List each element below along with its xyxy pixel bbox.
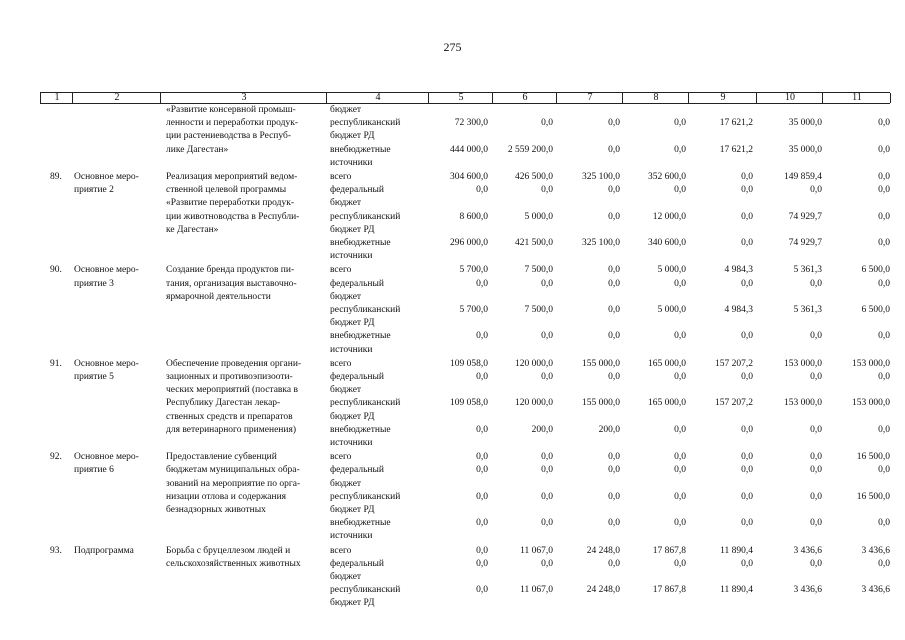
value-cell: 0,0 bbox=[878, 518, 890, 529]
funding-source: бюджет bbox=[330, 291, 362, 302]
funding-source: бюджет РД bbox=[330, 224, 375, 235]
value-cell: 0,0 bbox=[674, 144, 686, 155]
value-cell: 153 000,0 bbox=[784, 358, 822, 369]
header-cell: 8 bbox=[622, 93, 689, 103]
row-type: Основное меро- bbox=[74, 172, 139, 182]
row-number: 91. bbox=[50, 358, 62, 369]
value-cell: 0,0 bbox=[741, 465, 753, 476]
value-cell: 5 700,0 bbox=[459, 305, 488, 315]
value-cell: 0,0 bbox=[810, 452, 822, 463]
value-cell: 0,0 bbox=[741, 211, 753, 222]
row-description: ке Дагестан» bbox=[166, 224, 219, 235]
funding-source: бюджет РД bbox=[330, 505, 375, 515]
value-cell: 35 000,0 bbox=[788, 118, 822, 129]
value-cell: 0,0 bbox=[741, 491, 753, 502]
value-cell: 149 859,4 bbox=[784, 172, 822, 182]
value-cell: 0,0 bbox=[476, 491, 488, 502]
funding-source: всего bbox=[330, 545, 352, 556]
value-cell: 165 000,0 bbox=[648, 398, 686, 409]
header-cell: 10 bbox=[756, 93, 823, 103]
value-cell: 0,0 bbox=[810, 185, 822, 196]
row-description: «Развитие консервной промыш- bbox=[166, 105, 296, 115]
value-cell: 155 000,0 bbox=[582, 358, 620, 369]
row-description: зований на мероприятие по орга- bbox=[166, 478, 301, 489]
value-cell: 0,0 bbox=[608, 491, 620, 502]
value-cell: 0,0 bbox=[476, 452, 488, 463]
funding-source: источники bbox=[330, 438, 373, 448]
value-cell: 35 000,0 bbox=[788, 144, 822, 155]
value-cell: 200,0 bbox=[598, 424, 620, 435]
value-cell: 340 600,0 bbox=[648, 238, 686, 248]
value-cell: 0,0 bbox=[608, 211, 620, 222]
value-cell: 0,0 bbox=[541, 118, 553, 129]
value-cell: 157 207,2 bbox=[715, 358, 753, 369]
row-type: Основное меро- bbox=[74, 358, 139, 369]
value-cell: 444 000,0 bbox=[450, 144, 488, 155]
value-cell: 0,0 bbox=[741, 238, 753, 248]
value-cell: 120 000,0 bbox=[515, 398, 553, 409]
row-description: ственных средств и препаратов bbox=[166, 411, 293, 422]
value-cell: 12 000,0 bbox=[652, 211, 686, 222]
row-description: Реализация мероприятий ведом- bbox=[166, 172, 298, 182]
row-description: ческих мероприятий (поставка в bbox=[166, 385, 298, 396]
value-cell: 0,0 bbox=[674, 452, 686, 463]
funding-source: бюджет РД bbox=[330, 131, 375, 142]
funding-source: источники bbox=[330, 344, 373, 355]
value-cell: 0,0 bbox=[810, 331, 822, 342]
value-cell: 120 000,0 bbox=[515, 358, 553, 369]
value-cell: 0,0 bbox=[878, 211, 890, 222]
funding-source: внебюджетные bbox=[330, 424, 391, 435]
row-number: 89. bbox=[50, 172, 62, 182]
value-cell: 0,0 bbox=[878, 172, 890, 182]
value-cell: 0,0 bbox=[541, 372, 553, 382]
funding-source: всего bbox=[330, 452, 352, 463]
row-number: 93. bbox=[50, 545, 62, 556]
row-description: «Развитие переработки продук- bbox=[166, 198, 294, 209]
header-cell: 6 bbox=[492, 93, 557, 103]
row-description: Республику Дагестан лекар- bbox=[166, 398, 281, 409]
value-cell: 155 000,0 bbox=[582, 398, 620, 409]
value-cell: 4 984,3 bbox=[724, 265, 753, 276]
funding-source: федеральный bbox=[330, 185, 384, 196]
row-description: зационных и противоэпизооти- bbox=[166, 372, 293, 382]
value-cell: 11 067,0 bbox=[520, 545, 553, 556]
header-cell: 9 bbox=[688, 93, 757, 103]
value-cell: 0,0 bbox=[810, 518, 822, 529]
value-cell: 0,0 bbox=[741, 185, 753, 196]
value-cell: 3 436,6 bbox=[793, 585, 822, 596]
value-cell: 0,0 bbox=[810, 491, 822, 502]
value-cell: 0,0 bbox=[878, 278, 890, 289]
funding-source: республиканский bbox=[330, 305, 401, 315]
value-cell: 0,0 bbox=[878, 424, 890, 435]
value-cell: 0,0 bbox=[741, 331, 753, 342]
value-cell: 0,0 bbox=[674, 118, 686, 129]
row-type: приятие 3 bbox=[74, 278, 114, 289]
value-cell: 0,0 bbox=[674, 372, 686, 382]
value-cell: 8 600,0 bbox=[459, 211, 488, 222]
value-cell: 0,0 bbox=[674, 424, 686, 435]
funding-source: федеральный bbox=[330, 278, 384, 289]
row-type: Основное меро- bbox=[74, 452, 139, 463]
value-cell: 296 000,0 bbox=[450, 238, 488, 248]
value-cell: 0,0 bbox=[608, 305, 620, 315]
funding-source: внебюджетные bbox=[330, 331, 391, 342]
value-cell: 421 500,0 bbox=[515, 238, 553, 248]
value-cell: 0,0 bbox=[541, 331, 553, 342]
value-cell: 0,0 bbox=[878, 238, 890, 248]
value-cell: 0,0 bbox=[476, 185, 488, 196]
funding-source: федеральный bbox=[330, 465, 384, 476]
value-cell: 5 361,3 bbox=[793, 265, 822, 276]
value-cell: 325 100,0 bbox=[582, 238, 620, 248]
funding-source: источники bbox=[330, 531, 373, 542]
funding-source: внебюджетные bbox=[330, 238, 391, 248]
row-description: ции растениеводства в Респуб- bbox=[166, 131, 292, 142]
value-cell: 0,0 bbox=[878, 118, 890, 129]
value-cell: 352 600,0 bbox=[648, 172, 686, 182]
value-cell: 0,0 bbox=[878, 144, 890, 155]
value-cell: 3 436,6 bbox=[861, 585, 890, 596]
value-cell: 2 559 200,0 bbox=[507, 144, 553, 155]
funding-source: всего bbox=[330, 265, 352, 276]
value-cell: 0,0 bbox=[608, 118, 620, 129]
funding-source: всего bbox=[330, 358, 352, 369]
value-cell: 0,0 bbox=[878, 185, 890, 196]
value-cell: 5 000,0 bbox=[657, 305, 686, 315]
funding-source: внебюджетные bbox=[330, 518, 391, 529]
funding-source: бюджет bbox=[330, 385, 362, 396]
value-cell: 0,0 bbox=[541, 518, 553, 529]
value-cell: 17 621,2 bbox=[719, 144, 753, 155]
row-description: для ветеринарного применения) bbox=[166, 424, 296, 435]
value-cell: 200,0 bbox=[531, 424, 553, 435]
row-type: Подпрограмма bbox=[74, 545, 134, 556]
row-number: 90. bbox=[50, 265, 62, 276]
header-cell: 3 bbox=[160, 93, 327, 103]
value-cell: 0,0 bbox=[741, 172, 753, 182]
value-cell: 0,0 bbox=[476, 518, 488, 529]
header-cell: 2 bbox=[72, 93, 161, 103]
value-cell: 0,0 bbox=[741, 558, 753, 569]
value-cell: 3 436,6 bbox=[861, 545, 890, 556]
row-type: приятие 5 bbox=[74, 372, 114, 382]
value-cell: 153 000,0 bbox=[852, 358, 890, 369]
funding-source: республиканский bbox=[330, 118, 401, 129]
value-cell: 0,0 bbox=[674, 558, 686, 569]
value-cell: 11 890,4 bbox=[720, 585, 753, 596]
value-cell: 5 000,0 bbox=[524, 211, 553, 222]
value-cell: 0,0 bbox=[674, 465, 686, 476]
header-cell: 4 bbox=[326, 93, 429, 103]
funding-source: республиканский bbox=[330, 211, 401, 222]
value-cell: 74 929,7 bbox=[788, 211, 822, 222]
row-description: ции животноводства в Республи- bbox=[166, 211, 300, 222]
funding-source: республиканский bbox=[330, 491, 401, 502]
row-type: приятие 6 bbox=[74, 465, 114, 476]
value-cell: 0,0 bbox=[741, 518, 753, 529]
row-type: Основное меро- bbox=[74, 265, 139, 276]
value-cell: 0,0 bbox=[810, 424, 822, 435]
value-cell: 0,0 bbox=[810, 465, 822, 476]
value-cell: 17 867,8 bbox=[652, 585, 686, 596]
funding-source: федеральный bbox=[330, 558, 384, 569]
value-cell: 0,0 bbox=[608, 144, 620, 155]
row-description: сельскохозяйственных животных bbox=[166, 558, 301, 569]
header-cell: 11 bbox=[822, 93, 891, 103]
row-number: 92. bbox=[50, 452, 62, 463]
value-cell: 0,0 bbox=[674, 278, 686, 289]
row-description: ственной целевой программы bbox=[166, 185, 287, 196]
value-cell: 0,0 bbox=[878, 331, 890, 342]
value-cell: 0,0 bbox=[608, 465, 620, 476]
value-cell: 6 500,0 bbox=[861, 305, 890, 315]
value-cell: 0,0 bbox=[810, 372, 822, 382]
value-cell: 3 436,6 bbox=[793, 545, 822, 556]
value-cell: 5 000,0 bbox=[657, 265, 686, 276]
value-cell: 0,0 bbox=[476, 278, 488, 289]
value-cell: 0,0 bbox=[541, 558, 553, 569]
value-cell: 0,0 bbox=[674, 331, 686, 342]
value-cell: 153 000,0 bbox=[784, 398, 822, 409]
funding-source: республиканский bbox=[330, 585, 401, 596]
funding-source: федеральный bbox=[330, 372, 384, 382]
value-cell: 0,0 bbox=[476, 424, 488, 435]
value-cell: 16 500,0 bbox=[856, 491, 890, 502]
value-cell: 0,0 bbox=[476, 585, 488, 596]
funding-source: бюджет bbox=[330, 478, 362, 489]
value-cell: 11 067,0 bbox=[520, 585, 553, 596]
value-cell: 11 890,4 bbox=[720, 545, 753, 556]
row-description: лике Дагестан» bbox=[166, 144, 229, 155]
value-cell: 0,0 bbox=[741, 372, 753, 382]
value-cell: 0,0 bbox=[476, 545, 488, 556]
value-cell: 0,0 bbox=[476, 465, 488, 476]
value-cell: 17 867,8 bbox=[652, 545, 686, 556]
value-cell: 7 500,0 bbox=[524, 305, 553, 315]
value-cell: 0,0 bbox=[541, 452, 553, 463]
funding-source: бюджет bbox=[330, 572, 362, 582]
value-cell: 0,0 bbox=[810, 278, 822, 289]
value-cell: 0,0 bbox=[608, 331, 620, 342]
row-description: Предоставление субвенций bbox=[166, 452, 277, 463]
value-cell: 0,0 bbox=[608, 518, 620, 529]
value-cell: 5 700,0 bbox=[459, 265, 488, 276]
value-cell: 0,0 bbox=[878, 465, 890, 476]
value-cell: 5 361,3 bbox=[793, 305, 822, 315]
row-description: безнадзорных животных bbox=[166, 505, 266, 515]
funding-source: источники bbox=[330, 251, 373, 262]
value-cell: 0,0 bbox=[674, 518, 686, 529]
funding-source: всего bbox=[330, 172, 352, 182]
value-cell: 0,0 bbox=[878, 372, 890, 382]
value-cell: 0,0 bbox=[541, 491, 553, 502]
value-cell: 0,0 bbox=[541, 185, 553, 196]
value-cell: 0,0 bbox=[741, 424, 753, 435]
funding-source: внебюджетные bbox=[330, 144, 391, 155]
value-cell: 0,0 bbox=[674, 491, 686, 502]
value-cell: 16 500,0 bbox=[856, 452, 890, 463]
value-cell: 0,0 bbox=[878, 558, 890, 569]
value-cell: 6 500,0 bbox=[861, 265, 890, 276]
row-description: ленности и переработки продук- bbox=[166, 118, 298, 129]
value-cell: 109 058,0 bbox=[450, 398, 488, 409]
funding-source: бюджет РД bbox=[330, 411, 375, 422]
row-description: Обеспечение проведения органи- bbox=[166, 358, 302, 369]
value-cell: 0,0 bbox=[476, 558, 488, 569]
value-cell: 0,0 bbox=[476, 372, 488, 382]
value-cell: 157 207,2 bbox=[715, 398, 753, 409]
row-description: ярмарочной деятельности bbox=[166, 291, 271, 302]
header-border bbox=[890, 93, 891, 103]
row-type: приятие 2 bbox=[74, 185, 114, 196]
value-cell: 0,0 bbox=[608, 452, 620, 463]
value-cell: 325 100,0 bbox=[582, 172, 620, 182]
value-cell: 153 000,0 bbox=[852, 398, 890, 409]
header-cell: 5 bbox=[428, 93, 493, 103]
row-description: низации отлова и содержания bbox=[166, 491, 287, 502]
funding-source: бюджет bbox=[330, 198, 362, 209]
value-cell: 0,0 bbox=[608, 185, 620, 196]
value-cell: 0,0 bbox=[541, 278, 553, 289]
funding-source: источники bbox=[330, 157, 373, 168]
table-header bbox=[40, 92, 890, 104]
funding-source: бюджет РД bbox=[330, 598, 375, 609]
value-cell: 0,0 bbox=[541, 465, 553, 476]
value-cell: 426 500,0 bbox=[515, 172, 553, 182]
value-cell: 0,0 bbox=[476, 331, 488, 342]
funding-source: республиканский bbox=[330, 398, 401, 409]
row-description: бюджетам муниципальных обра- bbox=[166, 465, 300, 476]
value-cell: 17 621,2 bbox=[719, 118, 753, 129]
row-description: Борьба с бруцеллезом людей и bbox=[166, 545, 291, 556]
header-cell: 1 bbox=[40, 93, 73, 103]
value-cell: 0,0 bbox=[810, 558, 822, 569]
value-cell: 24 248,0 bbox=[586, 585, 620, 596]
value-cell: 4 984,3 bbox=[724, 305, 753, 315]
value-cell: 0,0 bbox=[608, 372, 620, 382]
page-number: 275 bbox=[443, 40, 462, 54]
value-cell: 74 929,7 bbox=[788, 238, 822, 248]
value-cell: 0,0 bbox=[741, 452, 753, 463]
value-cell: 0,0 bbox=[741, 278, 753, 289]
row-description: Создание бренда продуктов пи- bbox=[166, 265, 295, 276]
value-cell: 109 058,0 bbox=[450, 358, 488, 369]
value-cell: 0,0 bbox=[608, 558, 620, 569]
value-cell: 165 000,0 bbox=[648, 358, 686, 369]
header-cell: 7 bbox=[556, 93, 623, 103]
value-cell: 7 500,0 bbox=[524, 265, 553, 276]
value-cell: 72 300,0 bbox=[454, 118, 488, 129]
funding-source: бюджет bbox=[330, 105, 362, 115]
value-cell: 0,0 bbox=[674, 185, 686, 196]
value-cell: 304 600,0 bbox=[450, 172, 488, 182]
value-cell: 0,0 bbox=[608, 265, 620, 276]
funding-source: бюджет РД bbox=[330, 318, 375, 329]
value-cell: 0,0 bbox=[608, 278, 620, 289]
row-description: тания, организация выставочно- bbox=[166, 278, 297, 289]
value-cell: 24 248,0 bbox=[586, 545, 620, 556]
